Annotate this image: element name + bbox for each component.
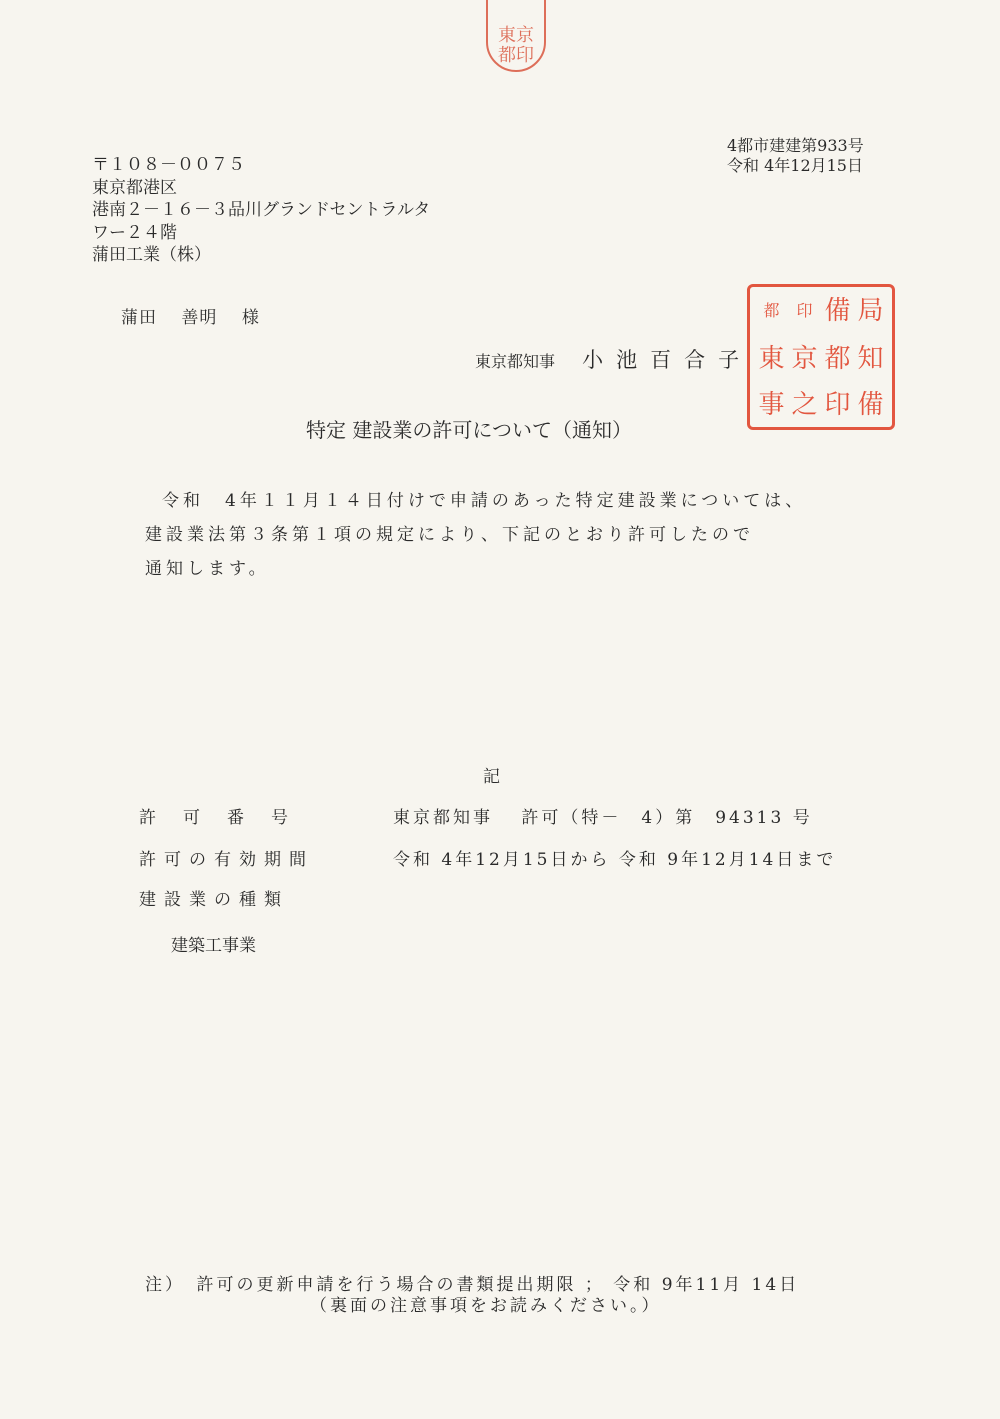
seal-char: 東 <box>758 343 785 374</box>
validity-period-label: 許可の有効期間 <box>139 850 314 870</box>
sender-title: 東京都知事 <box>475 352 556 371</box>
body-line-2: 建設業法第３条第１項の規定により、下記のとおり許可したので <box>145 525 754 545</box>
seal-char: 都 <box>498 45 516 66</box>
record-heading: 記 <box>483 767 500 787</box>
body-line-1: 令和 4年１１月１４日付けで申請のあった特定建設業については、 <box>162 491 807 511</box>
note-line-2: （裏面の注意事項をお読みください。） <box>310 1296 662 1316</box>
seal-char: 京 <box>516 25 534 46</box>
renewal-note <box>145 1275 799 1317</box>
seal-char: 都 <box>824 343 851 374</box>
document-number: 4都市建建第933号 <box>727 136 864 155</box>
seal-char: 知 <box>857 343 884 374</box>
document-reference <box>727 136 864 176</box>
note-line-1: 注） 許可の更新申請を行う場合の書類提出期限 ； 令和 9年11月 14日 <box>145 1275 800 1295</box>
seal-char: 東 <box>498 25 516 46</box>
permit-number-value: 東京都知事 許可（特－ 4）第 94313 号 <box>393 808 813 828</box>
seal-char: 備 <box>857 390 884 421</box>
addressee-surname: 蒲田 <box>121 308 157 328</box>
top-official-seal <box>486 0 546 72</box>
seal-char: 印 <box>824 390 851 421</box>
seal-char: 都 <box>763 300 780 320</box>
sender <box>475 344 752 374</box>
addressee <box>121 303 278 328</box>
address-line-1: 東京都港区 <box>92 177 177 198</box>
seal-char: 京 <box>791 343 818 374</box>
seal-char: 印 <box>796 300 813 320</box>
addressee-honorific: 様 <box>241 308 260 328</box>
sender-name: 小池百合子 <box>582 348 753 372</box>
seal-char: 局 <box>857 295 884 326</box>
document-subject: 特定 建設業の許可について（通知） <box>306 418 632 442</box>
construction-type-label: 建設業の種類 <box>139 890 289 910</box>
seal-char: 備 <box>824 295 851 326</box>
recipient-address <box>92 154 430 267</box>
postal-code: 〒１０８－００７５ <box>92 155 245 175</box>
body-line-3: 通知します。 <box>145 559 270 579</box>
seal-char: 印 <box>516 45 534 66</box>
seal-char: 之 <box>791 390 818 421</box>
body-paragraph <box>145 484 806 586</box>
seal-char: 事 <box>758 390 785 421</box>
company-name: 蒲田工業（株） <box>92 245 211 265</box>
address-line-2: 港南２－１６－３品川グランドセントラルタ <box>92 200 431 220</box>
document-date: 令和 4年12月15日 <box>727 156 863 175</box>
addressee-given-name: 善明 <box>181 308 218 328</box>
permit-number-label: 許可番号 <box>139 808 315 828</box>
validity-period-value: 令和 4年12月15日から 令和 9年12月14日まで <box>393 850 837 870</box>
construction-type-value: 建築工事業 <box>171 936 256 956</box>
address-line-3: ワー２４階 <box>92 222 177 243</box>
governor-official-seal <box>747 284 895 430</box>
